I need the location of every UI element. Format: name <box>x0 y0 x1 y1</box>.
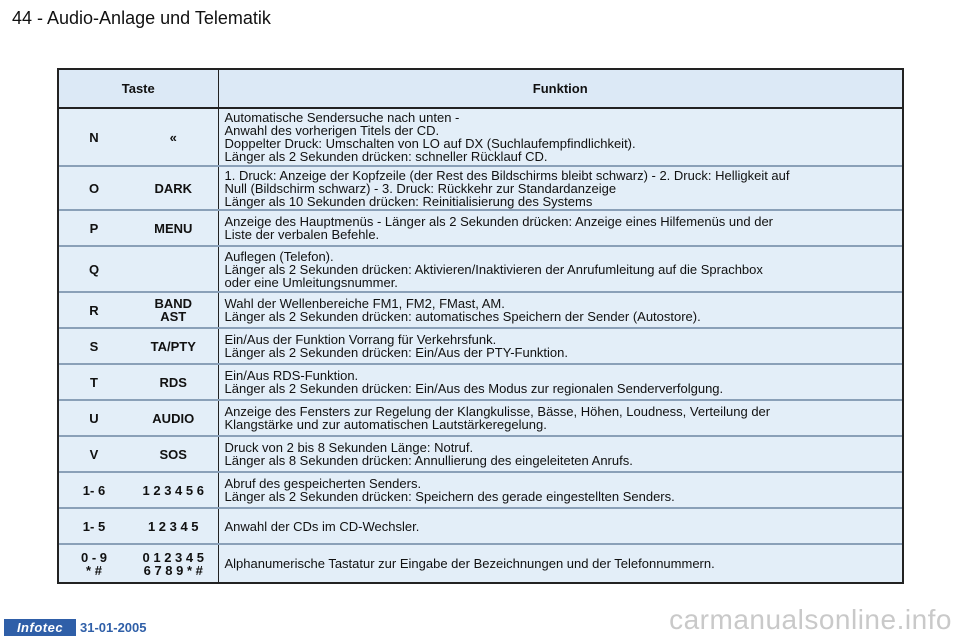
row-button <box>129 108 218 166</box>
table-row <box>59 508 902 544</box>
row-key <box>59 166 129 210</box>
row-key <box>59 328 129 364</box>
row-button <box>129 364 218 400</box>
row-function <box>218 508 902 544</box>
function-line: Länger als 2 Sekunden drücken: Ein/Aus des Modus zur regionalen Senderverfolgung. <box>224 381 724 396</box>
function-line: Länger als 2 Sekunden drücken: Ein/Aus der PTY-Funktion. <box>224 345 569 360</box>
table-row <box>59 364 902 400</box>
row-key-line: O <box>88 180 100 196</box>
function-line: Länger als 2 Sekunden drücken: Speichern des gerade eingestellten Senders. <box>224 489 675 504</box>
row-key <box>59 292 129 328</box>
row-button-line: 1 2 3 4 5 <box>147 518 199 534</box>
table-header-row <box>59 70 902 108</box>
row-button-line: « <box>169 129 177 145</box>
row-key <box>59 400 129 436</box>
row-button <box>129 544 218 582</box>
watermark: carmanualsonline.info <box>669 604 952 635</box>
row-function <box>218 246 902 292</box>
table-row <box>59 292 902 328</box>
row-key <box>59 436 129 472</box>
row-function <box>218 166 902 210</box>
function-line: Auflegen (Telefon). <box>224 248 334 264</box>
footer-date: 31-01-2005 <box>80 620 147 635</box>
row-function <box>218 400 902 436</box>
table-row <box>59 472 902 508</box>
infotec-logo: Infotec <box>4 619 76 636</box>
row-button <box>129 436 218 472</box>
row-key-line: R <box>89 302 99 318</box>
function-line: Liste der verbalen Befehle. <box>224 227 380 242</box>
function-line: Doppelter Druck: Umschalten von LO auf DX (Suchlaufempfindlichkeit). <box>224 136 636 151</box>
row-function <box>218 328 902 364</box>
function-line: Anwahl des vorherigen Titels der CD. <box>224 123 440 138</box>
row-button <box>129 328 218 364</box>
row-button <box>129 472 218 508</box>
function-line: Länger als 2 Sekunden drücken: schneller Rücklauf CD. <box>224 149 548 164</box>
row-button <box>129 508 218 544</box>
function-table <box>57 68 904 584</box>
row-button <box>129 210 218 246</box>
table-row <box>59 210 902 246</box>
table-row <box>59 246 902 292</box>
function-line: Ein/Aus RDS-Funktion. <box>224 368 359 383</box>
column-header-taste: Taste <box>59 70 218 108</box>
function-line: Anzeige des Fensters zur Regelung der Klangkulisse, Bässe, Höhen, Loudness, Verteilung der <box>224 404 771 419</box>
function-line: Wahl der Wellenbereiche FM1, FM2, FMast, AM. <box>224 296 505 311</box>
row-function <box>218 364 902 400</box>
row-key-line: Q <box>88 261 100 277</box>
function-line: oder eine Umleitungsnummer. <box>224 274 398 290</box>
table-row <box>59 436 902 472</box>
row-button-line: MENU <box>154 220 193 236</box>
row-button <box>129 400 218 436</box>
function-line: Ein/Aus der Funktion Vorrang für Verkehrsfunk. <box>224 332 497 347</box>
row-function <box>218 292 902 328</box>
row-key-line: U <box>89 410 99 426</box>
function-line: 1. Druck: Anzeige der Kopfzeile (der Rest des Bildschirms bleibt schwarz) - 2. Druck: Helligkeit auf <box>224 167 790 183</box>
function-line: Alphanumerische Tastatur zur Eingabe der Bezeichnungen und der Telefonnummern. <box>224 556 715 571</box>
row-button-line: SOS <box>159 446 187 462</box>
row-button-line: 0 1 2 3 4 5 <box>142 549 204 565</box>
row-button-line: TA/PTY <box>150 338 196 354</box>
row-key <box>59 364 129 400</box>
page-title: 44 - Audio-Anlage und Telematik <box>12 8 271 28</box>
row-key-line: P <box>89 220 99 236</box>
row-button-line: RDS <box>159 374 187 390</box>
function-line: Automatische Sendersuche nach unten - <box>224 110 460 125</box>
column-header-funktion: Funktion <box>218 70 902 108</box>
table-row <box>59 400 902 436</box>
function-line: Länger als 8 Sekunden drücken: Annullierung des eingeleiteten Anrufs. <box>224 453 633 468</box>
table-row <box>59 544 902 582</box>
function-line: Länger als 10 Sekunden drücken: Reinitialisierung des Systems <box>224 193 593 209</box>
function-line: Null (Bildschirm schwarz) - 3. Druck: Rückkehr zur Standardanzeige <box>224 180 617 196</box>
row-button <box>129 246 218 292</box>
row-key-line: * # <box>86 562 102 578</box>
function-line: Länger als 2 Sekunden drücken: Aktivieren/Inaktivieren der Anrufumleitung auf die Sprachbox <box>224 261 763 277</box>
row-key-line: S <box>89 338 99 354</box>
function-line: Klangstärke und zur automatischen Lautstärkeregelung. <box>224 417 547 432</box>
function-line: Anzeige des Hauptmenüs - Länger als 2 Sekunden drücken: Anzeige eines Hilfemenüs und der <box>224 214 774 229</box>
row-button-line: AST <box>160 309 187 324</box>
row-function <box>218 108 902 166</box>
row-key <box>59 472 129 508</box>
row-key-line: 0 - 9 <box>80 549 107 565</box>
row-button-line: BAND <box>154 296 193 311</box>
row-key <box>59 108 129 166</box>
row-key-line: T <box>90 374 98 390</box>
row-button-line: 1 2 3 4 5 6 <box>142 482 204 498</box>
row-function <box>218 436 902 472</box>
table-row <box>59 328 902 364</box>
row-function <box>218 544 902 582</box>
row-button <box>129 166 218 210</box>
row-key <box>59 210 129 246</box>
row-function <box>218 472 902 508</box>
row-key <box>59 544 129 582</box>
function-line: Anwahl der CDs im CD-Wechsler. <box>224 518 420 534</box>
row-function <box>218 210 902 246</box>
row-button-line: DARK <box>154 180 193 196</box>
row-button-line: AUDIO <box>152 410 195 426</box>
function-line: Länger als 2 Sekunden drücken: automatisches Speichern der Sender (Autostore). <box>224 309 701 324</box>
function-line: Druck von 2 bis 8 Sekunden Länge: Notruf. <box>224 440 474 455</box>
row-key <box>59 246 129 292</box>
row-key-line: V <box>89 446 99 462</box>
row-button <box>129 292 218 328</box>
row-key-line: 1- 5 <box>82 518 106 534</box>
row-button-line: 6 7 8 9 * # <box>143 562 203 578</box>
table-row <box>59 166 902 210</box>
row-key-line: N <box>89 129 99 145</box>
table-row <box>59 108 902 166</box>
row-key <box>59 508 129 544</box>
row-key-line: 1- 6 <box>82 482 106 498</box>
function-line: Abruf des gespeicherten Senders. <box>224 476 422 491</box>
